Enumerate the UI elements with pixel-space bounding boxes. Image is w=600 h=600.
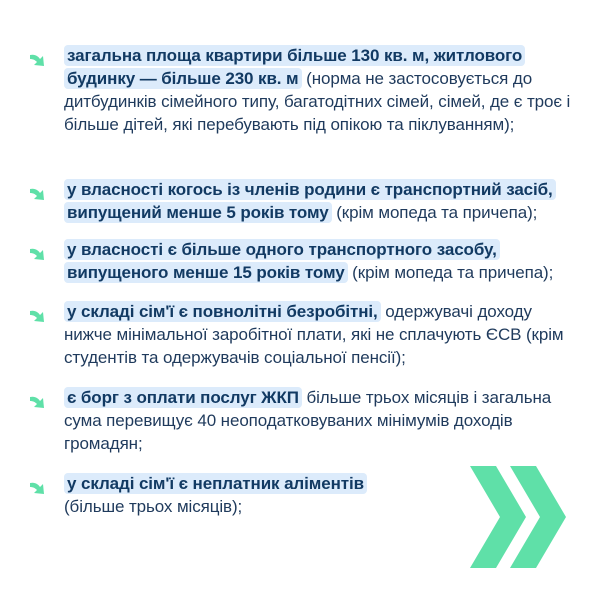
item-rest: (більше трьох місяців); xyxy=(64,497,243,516)
green-arrow-icon xyxy=(28,50,52,68)
item-rest: більше трьох місяців і загальна сума перевищує 40 неоподатковуваних мінімумів доходів громадян; xyxy=(64,388,552,453)
item-text xyxy=(64,238,584,284)
item-text xyxy=(64,472,404,518)
item-highlight: у власності є більше одного транспортного засобу, випущеного менше 15 років тому xyxy=(64,239,500,283)
item-highlight: у складі сім'ї є повнолітні безробітні, xyxy=(64,301,381,322)
item-text xyxy=(64,178,584,224)
green-arrow-icon xyxy=(28,184,52,202)
green-arrow-icon xyxy=(28,306,52,324)
item-rest: одержувачі доходу нижче мінімальної заробітної плати, які не сплачують ЄСВ (крім студентів та одержувачів соціальної пенсії); xyxy=(64,302,564,367)
item-highlight: є борг з оплати послуг ЖКП xyxy=(64,387,302,408)
item-text xyxy=(64,300,584,369)
green-arrow-icon xyxy=(28,392,52,410)
item-highlight: у власності когось із членів родини є транспортний засіб, випущений менше 5 років тому xyxy=(64,179,556,223)
item-highlight: загальна площа квартири більше 130 кв. м, житлового будинку — більше 230 кв. м xyxy=(64,45,525,89)
item-text xyxy=(64,44,584,136)
item-rest: (крім мопеда та причепа); xyxy=(347,263,554,282)
green-arrow-icon xyxy=(28,478,52,496)
item-text xyxy=(64,386,584,455)
item-rest: (крім мопеда та причепа); xyxy=(331,203,538,222)
item-highlight: у складі сім'ї є неплатник аліментів xyxy=(64,473,367,494)
green-arrow-icon xyxy=(28,244,52,262)
item-rest: (норма не застосовується до дитбудинків сімейного типу, багатодітних сімей, сімей, де є троє і більше дітей, які перебувають під опікою та піклуванням); xyxy=(64,69,571,134)
double-chevron-right-icon xyxy=(470,466,570,568)
